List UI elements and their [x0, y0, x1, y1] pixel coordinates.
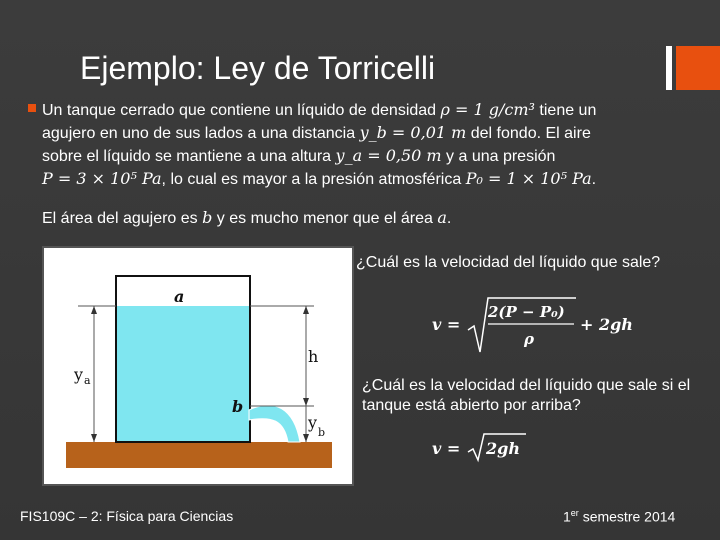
formula-2 — [428, 430, 548, 469]
tank-figure — [42, 246, 354, 486]
formula-1-tail: + 2gh — [580, 315, 633, 334]
label-yb: y — [308, 413, 318, 432]
intro-line4-text: , lo cual es mayor a la presión atmosférica — [161, 171, 466, 188]
formula-1-lhs: v = — [432, 315, 461, 334]
formula-1 — [428, 290, 658, 365]
corner-bar-decoration — [666, 46, 672, 90]
label-yb-sub: b — [318, 426, 326, 439]
intro-line3-math: y_a = 0,50 m — [335, 146, 442, 165]
area-note-text2: y es mucho menor que el área — [212, 210, 438, 227]
water-jet — [249, 405, 300, 442]
bullet-icon — [28, 104, 36, 112]
tank-diagram — [44, 248, 352, 484]
area-note — [42, 208, 642, 229]
formula-1-numerator: 2(P − P₀) — [488, 303, 565, 321]
area-note-text3: . — [446, 210, 452, 227]
intro-line3-tail: y a una presión — [441, 148, 556, 165]
formula-1-svg — [428, 290, 658, 360]
intro-line2-math: y_b = 0,01 m — [359, 123, 467, 142]
tank-water — [117, 306, 249, 441]
intro-line4-tail: . — [591, 171, 597, 188]
intro-line1-text: Un tanque cerrado que contiene un líquido de densidad — [42, 102, 441, 119]
label-ya-sub: a — [84, 374, 91, 387]
footer-semester-number: 1 — [563, 508, 571, 525]
intro-line2-tail: del fondo. El aire — [466, 125, 591, 142]
intro-line4-math1: P = 3 × 10⁵ Pa — [42, 169, 162, 188]
question-2: ¿Cuál es la velocidad del líquido que sale si el tanque está abierto por arriba? — [362, 377, 691, 414]
ya-arrowhead-bottom — [91, 434, 97, 442]
label-a: a — [174, 287, 185, 306]
yb-arrowhead — [303, 434, 309, 442]
intro-line3-text: sobre el líquido se mantiene a una altura — [42, 148, 336, 165]
intro-line4-math2: P₀ = 1 × 10⁵ Pa — [465, 169, 592, 188]
problem-statement — [42, 99, 682, 191]
h-arrowhead-bottom — [303, 398, 309, 406]
label-ya: y — [74, 365, 84, 384]
label-b: b — [232, 397, 244, 416]
intro-line1-math: ρ = 1 g/cm³ — [440, 100, 535, 119]
area-note-var-b: b — [202, 208, 213, 227]
footer-semester-text: semestre 2014 — [578, 508, 676, 525]
area-note-var-a: a — [437, 208, 447, 227]
h-arrowhead-top — [303, 306, 309, 314]
formula-2-radicand: 2gh — [486, 439, 520, 458]
formula-1-denominator: ρ — [524, 330, 534, 348]
intro-line1-tail: tiene un — [534, 102, 597, 119]
footer-semester-sup: er — [570, 508, 579, 518]
slide-title: Ejemplo: Ley de Torricelli — [80, 50, 436, 86]
label-h: h — [308, 347, 319, 366]
footer-semester — [563, 508, 675, 525]
formula-2-svg — [428, 430, 548, 464]
area-note-text1: El área del agujero es — [42, 210, 203, 227]
intro-line2-text: agujero en uno de sus lados a una distancia — [42, 125, 360, 142]
question-1: ¿Cuál es la velocidad del líquido que sale? — [356, 254, 661, 271]
corner-block-decoration — [676, 46, 720, 90]
formula-2-lhs: v = — [432, 439, 461, 458]
ground — [66, 442, 332, 468]
footer-course: FIS109C – 2: Física para Ciencias — [20, 508, 234, 524]
ya-arrowhead-top — [91, 306, 97, 314]
